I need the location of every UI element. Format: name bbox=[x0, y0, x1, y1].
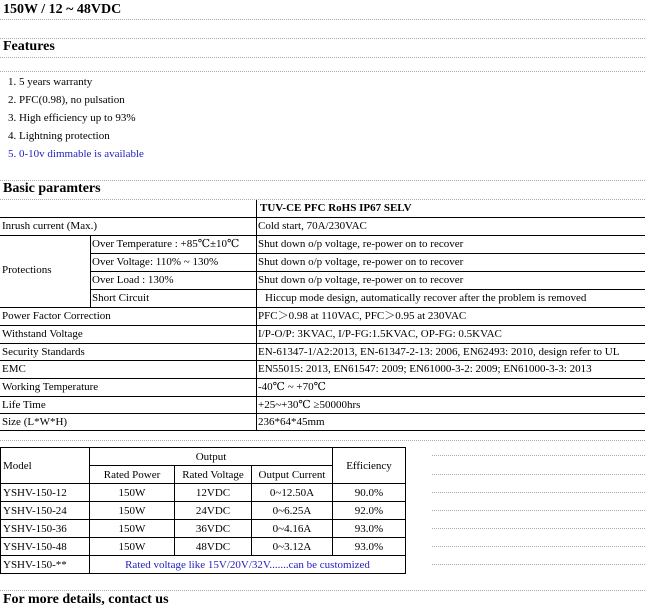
param-value: 236*64*45mm bbox=[258, 416, 325, 428]
voltage-cell: 12VDC bbox=[175, 484, 252, 502]
table-row bbox=[1, 502, 406, 520]
basic-params-table bbox=[0, 200, 645, 430]
page-title: 150W / 12 ~ 48VDC bbox=[0, 0, 645, 20]
protection-value: Shut down o/p voltage, re-power on to recover bbox=[258, 274, 464, 286]
model-cell: YSHV-150-48 bbox=[1, 538, 90, 556]
param-value: I/P-O/P: 3KVAC, I/P-FG:1.5KVAC, OP-FG: 0.5KVAC bbox=[258, 328, 502, 340]
voltage-cell: 48VDC bbox=[175, 538, 252, 556]
output-header: Output bbox=[90, 448, 333, 466]
param-value: EN-61347-1/A2:2013, EN-61347-2-13: 2006, EN62493: 2010, design refer to UL bbox=[258, 346, 620, 358]
model-cell: YSHV-150-12 bbox=[1, 484, 90, 502]
protection-label: Over Temperature : +85℃±10℃ bbox=[92, 238, 240, 250]
inrush-label: Inrush current (Max.) bbox=[2, 220, 97, 232]
power-cell: 150W bbox=[90, 520, 175, 538]
basic-params-heading: Basic paramters bbox=[0, 181, 645, 200]
model-cell: YSHV-150-36 bbox=[1, 520, 90, 538]
current-cell: 0~3.12A bbox=[252, 538, 333, 556]
power-cell: 150W bbox=[90, 538, 175, 556]
protection-label: Short Circuit bbox=[92, 292, 150, 304]
param-value: -40℃ ~ +70℃ bbox=[258, 381, 326, 393]
voltage-cell: 24VDC bbox=[175, 502, 252, 520]
current-cell: 0~4.16A bbox=[252, 520, 333, 538]
spacer-row bbox=[0, 166, 645, 181]
rated-power-header: Rated Power bbox=[90, 466, 175, 484]
protection-value: Hiccup mode design, automatically recover after the problem is removed bbox=[265, 292, 587, 304]
param-value: +25~+30℃ ≥50000hrs bbox=[258, 399, 361, 411]
inrush-value: Cold start, 70A/230VAC bbox=[258, 220, 367, 232]
current-cell: 0~6.25A bbox=[252, 502, 333, 520]
model-table bbox=[0, 447, 406, 574]
contact-heading: For more details, contact us bbox=[3, 592, 169, 607]
feature-item: 3. High efficiency up to 93% bbox=[8, 112, 136, 124]
rated-voltage-header: Rated Voltage bbox=[175, 466, 252, 484]
feature-item: 4. Lightning protection bbox=[8, 130, 110, 142]
protection-label: Over Load : 130% bbox=[92, 274, 174, 286]
table-row bbox=[1, 520, 406, 538]
feature-item: 1. 5 years warranty bbox=[8, 76, 93, 88]
efficiency-cell: 93.0% bbox=[333, 538, 406, 556]
certifications: TUV-CE PFC RoHS IP67 SELV bbox=[260, 202, 412, 214]
protection-value: Shut down o/p voltage, re-power on to recover bbox=[258, 256, 464, 268]
param-label: Working Temperature bbox=[2, 381, 99, 393]
model-cell: YSHV-150-24 bbox=[1, 502, 90, 520]
spacer-row bbox=[0, 58, 645, 72]
efficiency-cell: 92.0% bbox=[333, 502, 406, 520]
efficiency-cell: 90.0% bbox=[333, 484, 406, 502]
param-label: Withstand Voltage bbox=[2, 328, 83, 340]
model-cell: YSHV-150-** bbox=[1, 556, 90, 574]
efficiency-cell: 93.0% bbox=[333, 520, 406, 538]
param-label: Security Standards bbox=[2, 346, 85, 358]
feature-item: 2. PFC(0.98), no pulsation bbox=[8, 94, 125, 106]
custom-note: Rated voltage like 15V/20V/32V.......can be customized bbox=[90, 556, 406, 574]
param-value: PFC＞0.98 at 110VAC, PFC＞0.95 at 230VAC bbox=[258, 310, 467, 322]
efficiency-header: Efficiency bbox=[333, 448, 406, 484]
protection-label: Over Voltage: 110% ~ 130% bbox=[92, 256, 219, 268]
protections-label: Protections bbox=[2, 264, 52, 276]
voltage-cell: 36VDC bbox=[175, 520, 252, 538]
table-row bbox=[1, 538, 406, 556]
feature-item-dimmable: 5. 0-10v dimmable is available bbox=[8, 148, 144, 160]
param-label: EMC bbox=[2, 363, 26, 375]
param-label: Life Time bbox=[2, 399, 46, 411]
model-header: Model bbox=[1, 448, 90, 484]
param-label: Size (L*W*H) bbox=[2, 416, 68, 428]
table-row bbox=[1, 484, 406, 502]
spacer-row bbox=[0, 20, 645, 39]
protection-value: Shut down o/p voltage, re-power on to recover bbox=[258, 238, 464, 250]
table-row-custom bbox=[1, 556, 406, 574]
current-cell: 0~12.50A bbox=[252, 484, 333, 502]
power-cell: 150W bbox=[90, 484, 175, 502]
param-value: EN55015: 2013, EN61547: 2009; EN61000-3-2: 2009; EN61000-3-3: 2013 bbox=[258, 363, 592, 375]
features-heading: Features bbox=[0, 39, 645, 58]
output-current-header: Output Current bbox=[252, 466, 333, 484]
param-label: Power Factor Correction bbox=[2, 310, 111, 322]
power-cell: 150W bbox=[90, 502, 175, 520]
